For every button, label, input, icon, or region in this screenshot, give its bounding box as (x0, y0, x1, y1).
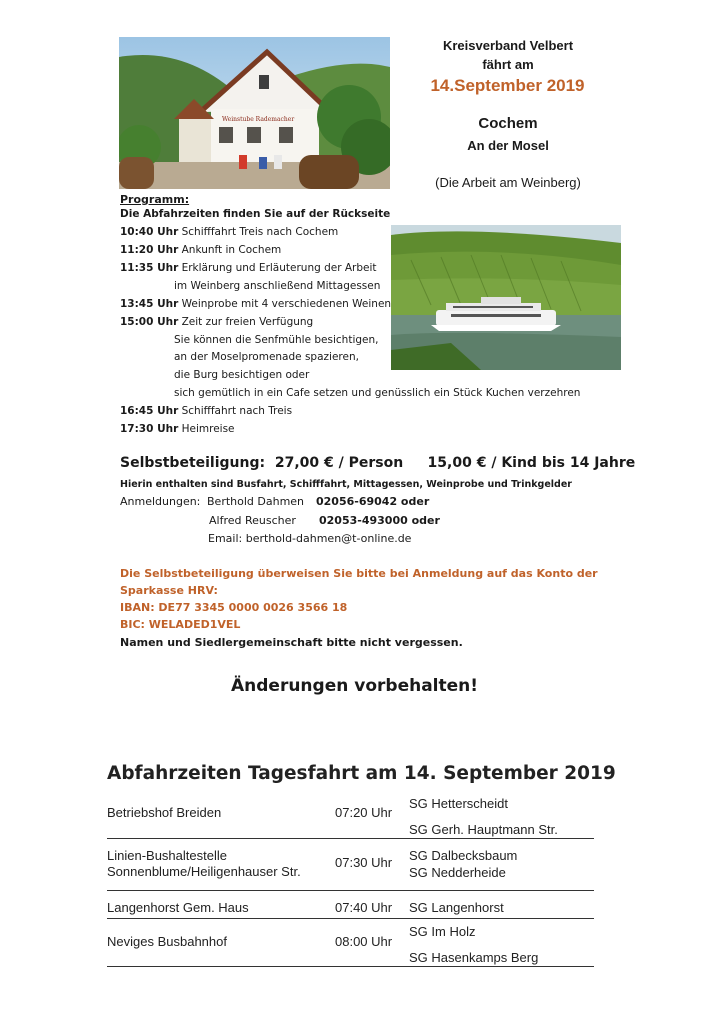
departure-place (107, 848, 301, 880)
departure-group: SG Im Holz (409, 924, 476, 939)
departure-time: 08:00 Uhr (335, 934, 393, 949)
program-item: 15:00 Uhr Zeit zur freien Verfügung (120, 316, 314, 328)
program-item: 16:45 Uhr Schifffahrt nach Treis (120, 405, 293, 417)
row-divider (107, 838, 594, 839)
departure-time: 07:20 Uhr (335, 805, 393, 820)
table-row (107, 796, 593, 838)
departure-group: SG Gerh. Hauptmann Str. (409, 822, 558, 837)
departure-time: 07:40 Uhr (335, 900, 393, 915)
wine-tavern-photo (119, 37, 390, 189)
tavern-sign: Weinstube Rademacher (222, 116, 295, 123)
trip-date: 14.September 2019 (430, 76, 585, 95)
departures-title: Abfahrzeiten Tagesfahrt am 14. September 2019 (107, 763, 616, 784)
departure-place: Betriebshof Breiden (107, 805, 222, 820)
row-divider (107, 890, 594, 891)
registration-contact-1: Berthold Dahmen (207, 495, 305, 508)
program-item: 13:45 Uhr Weinprobe mit 4 verschiedenen Weinen (120, 298, 392, 310)
program-item-continued: sich gemütlich in ein Cafe setzen und genüsslich ein Stück Kuchen verzehren (174, 387, 581, 399)
departure-place: Neviges Busbahnhof (107, 934, 227, 949)
table-row (107, 924, 593, 966)
departure-place-line: Linien-Bushaltestelle Sonnenblume/Heiligenhauser Str. (107, 848, 301, 879)
departure-group: SG Hetterscheidt (409, 796, 508, 811)
destination: Cochem (478, 115, 538, 132)
destination-region: An der Mosel (467, 138, 549, 153)
trip-theme: (Die Arbeit am Weinberg) (435, 175, 581, 190)
program-item: 17:30 Uhr Heimreise (120, 423, 235, 435)
departure-group: SG Nedderheide (409, 865, 506, 880)
program-title: Programm: (120, 193, 190, 206)
registration-phone-1: 02056-69042 oder (316, 495, 430, 508)
payment-note: Die Selbstbeteiligung überweisen Sie bitte bei Anmeldung auf das Konto der (120, 567, 598, 580)
program-intro: Die Abfahrzeiten finden Sie auf der Rückseite (120, 208, 391, 220)
program-item-continued: im Weinberg anschließend Mittagessen (174, 280, 381, 292)
name-reminder: Namen und Siedlergemeinschaft bitte nicht vergessen. (120, 636, 463, 649)
departure-place: Langenhorst Gem. Haus (107, 900, 249, 915)
changes-notice: Änderungen vorbehalten! (230, 676, 479, 696)
program-item-continued: Sie können die Senfmühle besichtigen, (174, 334, 379, 346)
row-divider (107, 966, 594, 967)
registration-email[interactable]: Email: berthold-dahmen@t-online.de (208, 532, 412, 545)
table-row (107, 898, 593, 918)
travel-verb: fährt am (482, 57, 534, 72)
moselle-boat-photo (391, 225, 621, 370)
price-included: Hierin enthalten sind Busfahrt, Schifffahrt, Mittagessen, Weinprobe und Trinkgelder (120, 479, 572, 490)
departure-group: SG Langenhorst (409, 900, 504, 915)
table-row (107, 846, 593, 894)
departure-time: 07:30 Uhr (335, 855, 393, 870)
program-item: 10:40 Uhr Schifffahrt Treis nach Cochem (120, 226, 339, 238)
bank-name: Sparkasse HRV: (120, 584, 218, 597)
program-item-continued: an der Moselpromenade spazieren, (174, 351, 359, 363)
departure-group: SG Hasenkamps Berg (409, 950, 539, 965)
row-divider (107, 918, 594, 919)
price-line: Selbstbeteiligung: 27,00 € / Person 15,00 € / Kind bis 14 Jahre (120, 455, 636, 471)
departure-group: SG Dalbecksbaum (409, 848, 518, 863)
program-item: 11:35 Uhr Erklärung und Erläuterung der Arbeit (120, 262, 377, 274)
registration-label: Anmeldungen: (120, 495, 201, 508)
bic: BIC: WELADED1VEL (120, 618, 241, 631)
iban: IBAN: DE77 3345 0000 0026 3566 18 (120, 601, 348, 614)
registration-phone-2: 02053-493000 oder (319, 514, 440, 527)
organizer-name: Kreisverband Velbert (442, 38, 574, 53)
program-item: 11:20 Uhr Ankunft in Cochem (120, 244, 282, 256)
program-item-continued: die Burg besichtigen oder (174, 369, 310, 381)
registration-contact-2: Alfred Reuscher (209, 514, 296, 527)
